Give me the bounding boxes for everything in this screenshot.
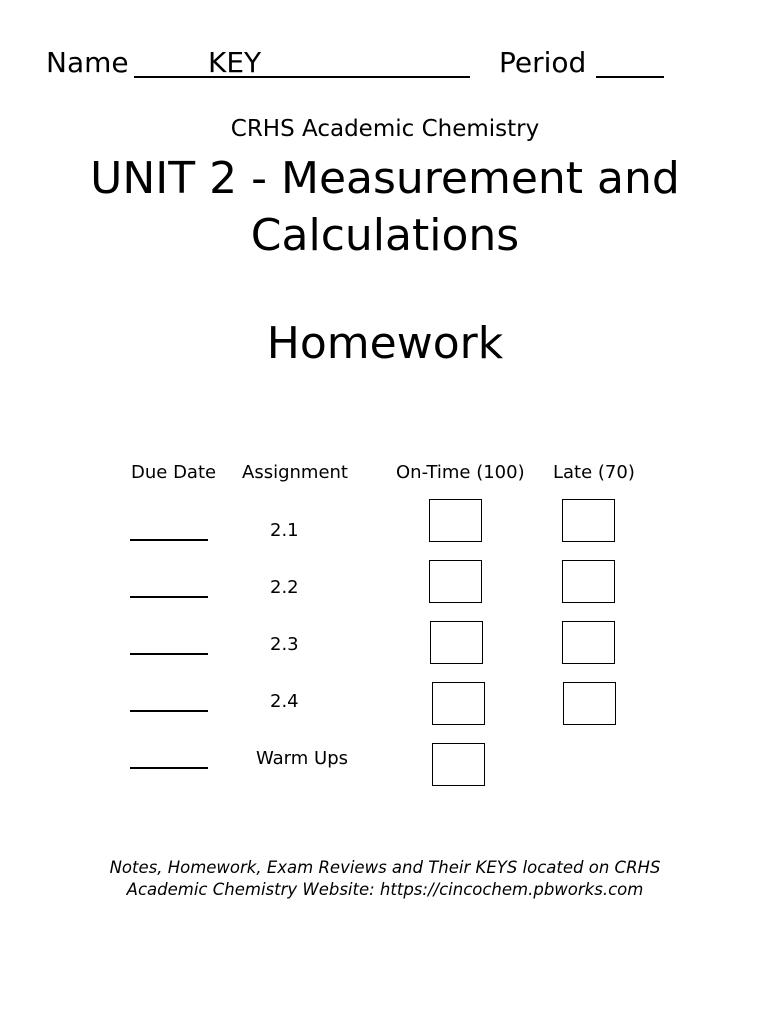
on-time-checkbox[interactable]	[432, 682, 485, 725]
late-checkbox[interactable]	[563, 682, 616, 725]
page-title: UNIT 2 - Measurement and Calculations	[90, 153, 680, 261]
late-checkbox[interactable]	[562, 621, 615, 664]
name-blank-line[interactable]	[134, 76, 470, 78]
late-checkbox[interactable]	[562, 499, 615, 542]
due-date-blank[interactable]	[130, 653, 208, 655]
footer-line-2: Academic Chemistry Website: https://cincochem.pbworks.com	[126, 880, 644, 899]
footer-line-1: Notes, Homework, Exam Reviews and Their KEYS located on CRHS	[109, 858, 661, 877]
assignment-label: 2.3	[270, 634, 299, 655]
assignment-label: 2.1	[270, 520, 299, 541]
course-name: CRHS Academic Chemistry	[230, 116, 540, 142]
period-blank-line[interactable]	[596, 76, 664, 78]
on-time-checkbox[interactable]	[429, 499, 482, 542]
page-subtitle: Homework	[266, 318, 504, 369]
due-date-blank[interactable]	[130, 539, 208, 541]
on-time-checkbox[interactable]	[430, 621, 483, 664]
name-label: Name	[46, 46, 129, 79]
due-date-blank[interactable]	[130, 710, 208, 712]
column-header-on-time: On-Time (100)	[396, 462, 525, 483]
column-header-due-date: Due Date	[131, 462, 217, 483]
due-date-blank[interactable]	[130, 596, 208, 598]
late-checkbox[interactable]	[562, 560, 615, 603]
column-header-assignment: Assignment	[242, 462, 348, 483]
due-date-blank[interactable]	[130, 767, 208, 769]
on-time-checkbox[interactable]	[429, 560, 482, 603]
assignment-label: 2.2	[270, 577, 299, 598]
name-value: KEY	[208, 46, 262, 79]
assignment-label: 2.4	[270, 691, 299, 712]
assignment-label: Warm Ups	[256, 748, 348, 769]
period-label: Period	[499, 46, 587, 79]
on-time-checkbox[interactable]	[432, 743, 485, 786]
column-header-late: Late (70)	[553, 462, 635, 483]
footer-note	[0, 857, 770, 901]
